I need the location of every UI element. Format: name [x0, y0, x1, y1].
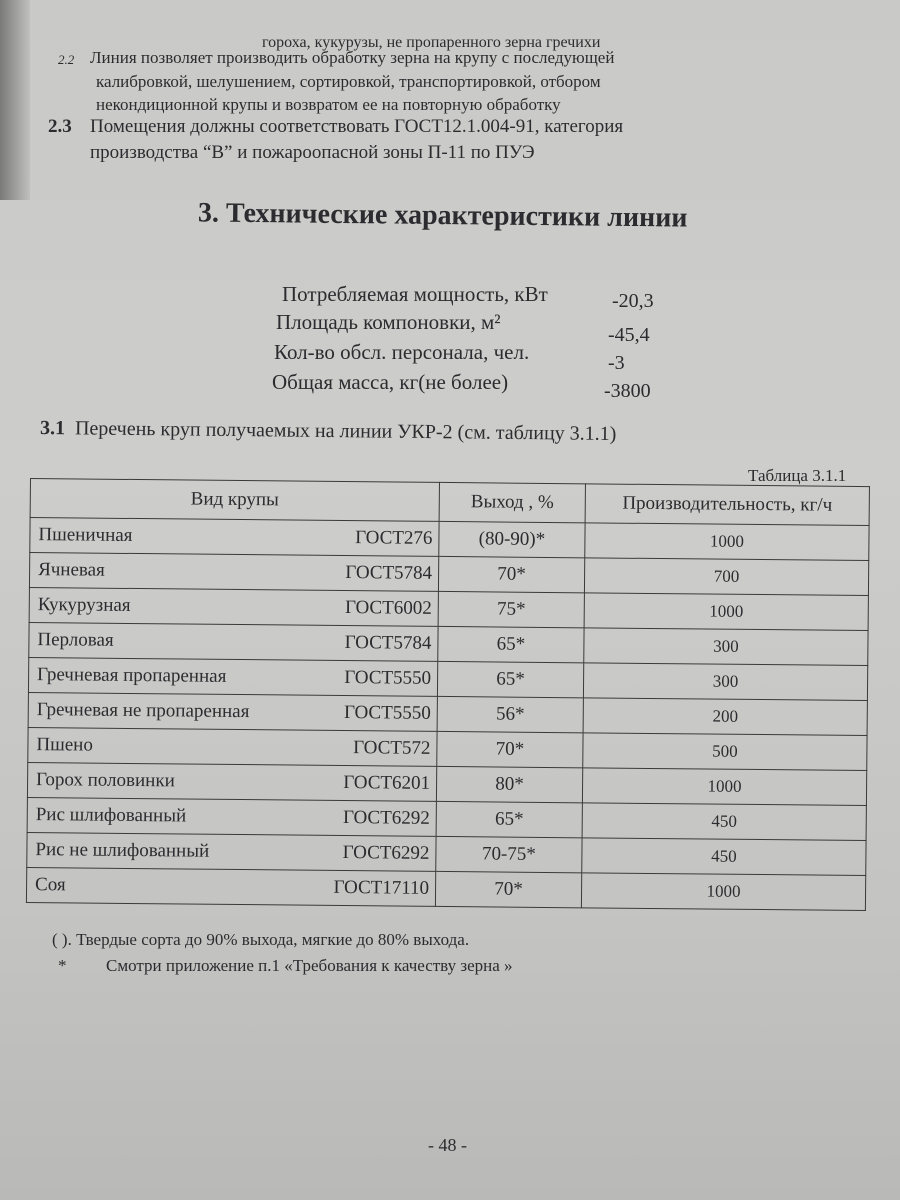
- cell-yield: 80*: [436, 766, 582, 802]
- gost-code: ГОСТ5550: [343, 702, 431, 724]
- grain-name: Соя: [34, 874, 66, 896]
- cell-perf: 500: [583, 733, 867, 771]
- cell-name: [29, 622, 438, 661]
- cell-yield: 65*: [437, 661, 583, 697]
- grain-name: Рис шлифованный: [35, 804, 187, 827]
- gost-code: ГОСТ5784: [345, 562, 433, 584]
- grain-name: Гречневая пропаренная: [37, 664, 227, 687]
- gost-code: ГОСТ6002: [344, 597, 432, 619]
- item-2-2-number: 2.2: [58, 52, 75, 67]
- cell-yield: 65*: [436, 801, 582, 837]
- cell-name: [30, 518, 439, 557]
- grain-name: Пшено: [36, 734, 93, 756]
- cell-perf: 1000: [585, 523, 869, 561]
- gost-code: ГОСТ572: [353, 737, 431, 759]
- cell-perf: 700: [584, 558, 868, 596]
- cell-perf: 450: [582, 838, 866, 876]
- cell-yield: (80-90)*: [439, 521, 585, 557]
- cell-name: [28, 692, 437, 731]
- cell-name: [26, 867, 435, 906]
- cell-yield: 70*: [435, 871, 581, 907]
- grain-name: Пшеничная: [38, 524, 133, 546]
- gost-code: ГОСТ6292: [342, 842, 430, 864]
- grain-table: [26, 478, 870, 911]
- gost-code: ГОСТ5550: [344, 667, 432, 689]
- cell-perf: 1000: [584, 593, 868, 631]
- header-perf: Производительность, кг/ч: [585, 484, 869, 526]
- spec-value-staff: -3: [608, 352, 625, 374]
- cell-name: [27, 832, 436, 871]
- table-caption: Таблица 3.1.1: [748, 466, 847, 485]
- gost-code: ГОСТ17110: [333, 876, 430, 899]
- item-2-3-line2: производства “В” и пожароопасной зоны П-11 по ПУЭ: [90, 142, 535, 163]
- cell-name: [29, 553, 438, 592]
- item-2-3-line1: Помещения должны соответствовать ГОСТ12.1.004-91, категория: [90, 116, 624, 137]
- page-fold-shadow: [0, 0, 30, 200]
- gost-code: ГОСТ5784: [344, 632, 432, 654]
- gost-code: ГОСТ6201: [343, 772, 431, 794]
- spec-value-area: -45,4: [608, 324, 650, 346]
- cell-perf: 300: [584, 628, 868, 666]
- subsection-heading: [40, 417, 617, 446]
- grain-name: Горох половинки: [36, 769, 175, 792]
- cell-yield: 70*: [438, 556, 584, 592]
- cell-perf: 450: [582, 803, 866, 841]
- cell-yield: 56*: [437, 696, 583, 732]
- cell-yield: 75*: [438, 591, 584, 627]
- item-2-3-number: 2.3: [48, 116, 72, 137]
- subsection-text: Перечень круп получаемых на линии УКР-2 (см. таблицу 3.1.1): [74, 417, 617, 446]
- spec-value-power: -20,3: [612, 290, 654, 312]
- grain-name: Ячневая: [38, 559, 105, 581]
- subsection-number: 3.1: [39, 416, 66, 440]
- footnote-2: Смотри приложение п.1 «Требования к качеству зерна »: [106, 956, 513, 975]
- header-kind: Вид крупы: [30, 479, 439, 522]
- cell-perf: 1000: [582, 768, 866, 806]
- section-title: 3. Технические характеристики линии: [197, 197, 688, 234]
- cell-yield: 70-75*: [436, 836, 582, 872]
- footnote-2-mark: *: [58, 956, 67, 975]
- grain-name: Рис не шлифованный: [35, 839, 210, 862]
- cell-name: [29, 587, 438, 626]
- cell-perf: 200: [583, 698, 867, 736]
- cell-name: [28, 727, 437, 766]
- cell-perf: 300: [583, 663, 867, 701]
- grain-name: Перловая: [37, 629, 114, 651]
- item-2-2-line3: некондиционной крупы и возвратом ее на повторную обработку: [96, 95, 561, 114]
- footnote-1: ( ). Твердые сорта до 90% выхода, мягкие до 80% выхода.: [52, 930, 470, 949]
- top-fragment-line: гороха, кукурузы, не пропаренного зерна гречихи: [262, 34, 601, 51]
- grain-name: Гречневая не пропаренная: [36, 699, 250, 723]
- item-2-2-line1: Линия позволяет производить обработку зерна на крупу с последующей: [90, 48, 615, 67]
- page-number: - 48 -: [428, 1135, 467, 1155]
- gost-code: ГОСТ6292: [342, 807, 430, 829]
- grain-name: Кукурузная: [37, 594, 131, 616]
- item-2-2-line2: калибровкой, шелушением, сортировкой, транспортировкой, отбором: [96, 72, 601, 91]
- spec-label-staff: Кол-во обсл. персонала, чел.: [274, 340, 530, 364]
- cell-name: [28, 657, 437, 696]
- cell-name: [27, 762, 436, 801]
- cell-perf: 1000: [581, 873, 865, 911]
- cell-yield: 70*: [437, 731, 583, 767]
- table-row: [26, 867, 865, 910]
- spec-label-mass: Общая масса, кг(не более): [272, 370, 509, 394]
- spec-value-mass: -3800: [604, 380, 651, 402]
- cell-yield: 65*: [438, 626, 584, 662]
- header-yield: Выход , %: [439, 482, 585, 522]
- spec-label-power: Потребляемая мощность, кВт: [282, 282, 548, 306]
- spec-label-area: Площадь компоновки, м²: [276, 310, 501, 334]
- gost-code: ГОСТ276: [355, 527, 433, 549]
- cell-name: [27, 797, 436, 836]
